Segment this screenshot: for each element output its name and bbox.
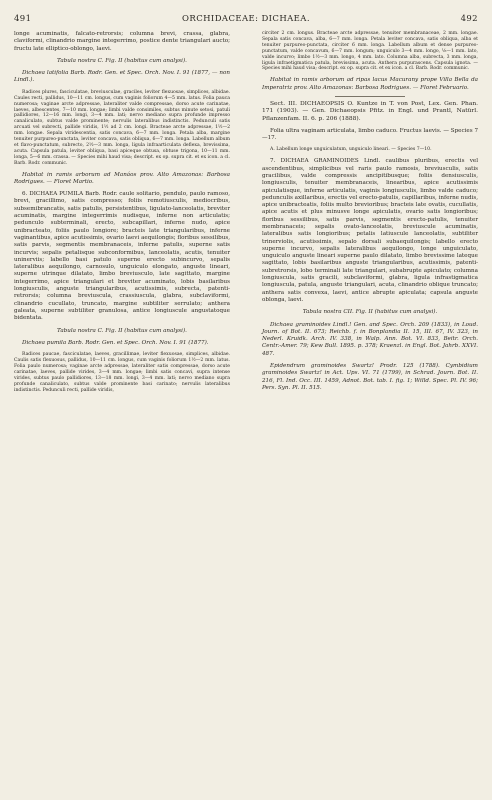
section-characters: Folia ultra vaginam articulata, limbo caduco. Fructus laevis. — Species 7—17. bbox=[262, 127, 478, 142]
right-habitat-1: Habitat in ramis arborum ad ripas lacus Macurany prope Villa Bella da Imperatriz prov. Alto Amazonas: Barbosa Rodrigues. — Floret Februario. bbox=[262, 77, 478, 91]
left-synonym-2: Dichaea pumila Barb. Rodr. Gen. et Spec. Orch. Nov. I. 91 (1877). bbox=[22, 339, 209, 346]
left-column bbox=[14, 31, 230, 393]
running-title: ORCHIDACEAE: DICHAEA. bbox=[182, 14, 310, 24]
left-plate-reference-1: Tabula nostra C. Fig. II (habitus cum analysi). bbox=[57, 57, 187, 64]
page-number-left: 491 bbox=[14, 14, 32, 24]
subsection-key: A. Labellum longe unguiculatum, unguiculo lineari. — Species 7—10. bbox=[270, 147, 432, 153]
right-plate-reference: Tabula nostra CII. Fig. II (habitus cum analysi). bbox=[302, 309, 438, 316]
right-synonymy-1: Dichaea graminoides Lindl.! Gen. and Spec. Orch. 209 (1833), in Loud. Journ. of Bot. II. 673; Reichb. f. in Bonplandia II. 15, III. 67, IV. 323, in Nederl. Kruidk. Arch. IV. 338, in Walp. Ann. Bot. VI. 833, Beitr. Orch. Centr.-Amer. 79; Kew Bull. 1895. p. 378; Kraenzl. in Engl. Bot. Jahrb. XXVI. 487. bbox=[262, 321, 478, 357]
right-synonymy-2: Epidendrum graminoides Swartz! Prodr. 125 (1788). Cymbidium graminoides Swartz! in Act. Ups. VI. 71 (1799), in Schrad. Journ. Bot. II. 216, Fl. Ind. Occ. III. 1459, Adnot. Bot. tab. I. fig. 1; Willd. Spec. Pl. IV. 96; Pers. Syn. Pl. II. 515. bbox=[262, 363, 478, 391]
left-plate-reference-2: Tabula nostra C. Fig. II (habitus cum analysi). bbox=[57, 327, 187, 334]
section-heading: Sect. III. DICHAEOPSIS O. Kuntze in T. von Post, Lex. Gen. Phan. 171 (1903). — Gen. Dichaeopsis Pfitz. in Engl. und Prantl, Natürl. Pflanzenfam. II. 6. p. 206 (1888). bbox=[262, 100, 478, 122]
left-synonym-1: Dichaea latifolia Barb. Rodr. Gen. et Spec. Orch. Nov. I. 91 (1877, — non Lindl.). bbox=[14, 70, 230, 84]
species-6-diagnosis: 6. DICHAEA PUMILA Barb. Rodr. caule solitario, pendulo, paulo ramoso, brevi, gracillimo, satis compresso; foliis remotiusculis, mediocribus, subsemibrancatis, satis patulis, persistentibus, ligulato-lanceolatis, breviter acuminatis, margine integerrimis nudisque, inferne non articulatis; pedunculo subterminali, erecto, subcapillari, inferne nudo, apice unibracteato, foliis paulo longiore; bracteis late triangularibus, inferne vaginantibus, apice acutissimis, ovario laevi aequilongis; floribus sessilibus, satis parvis, segmentis membranaceis, inferne patulis, superne satis incurvis; sepalis petalisque subconformibus, lanceolatis, acutis, tenuiter uninerviis; labello basi patulo superne erecto subincurvo, sepalis lateralibus aequilongo, carnosulo, unguiculo elongato, anguste lineari, superne utrinque dilatato, limbo breviusculo, late sagittato, margine integerrimo, apice triangulari et breviter acuminato, lobis basilaribus longiusculis, anguste triangularibus, acutissimis, subrecta, patenti-retrorsis; columna breviuscula, crassiuscula, glabra, subclaviformi, clinandrio cucullato, truncato, margine subtiliter serrulato; anthera galeata, superne subtiliter granulosa, antice longiuscule angustatoque bidentata. bbox=[14, 191, 230, 322]
running-header bbox=[14, 14, 478, 28]
left-description-1: Radices plures, fasciculatae, breviusculae, graciles, leviter flexuosae, simplices, albidae. Caules recti, pallidus, 10—11 cm. longus, cum vaginis foliorum 4—5 mm. latus. Folia pauca numerosa; vaginae arcte adpressae, lateraliter valde compressae, dorso acute carinatae, laeves, albescentes, 7—10 mm. longae; limbi valde consimiles, subtus minute setosi, patuli pallidiores, 12—16 mm. longi, 3—4 mm. lati; nervo mediano supra profunde impresso canaliculato, subtus valde prominente; nervulis lateralibus indistinctis. Pedunculi satis arcuati vel subrecti, pallide viridis, 1½ ad 2 cm. longi. Bracteae arcte adpressae, 1½—2 mm. longae. Sepala viridescentia, satis concava, 6—7 mm. longa. Petala alba, margine tenuiter purpureo-punctata, leviter concava, satis obliqua, 6—7 mm. longa. Labellum album et flavo-punctatum, subrecto, 2½—3 mm. longa, ligula infraarticulata deflexa, brevissima, acuta. Capsula patula, leviter obliqua, basi apiceque obtusa, obtuse trigona, 10—11 mm. longa, 5—6 mm. crassa. — Species mihi haud visa; descript. ex op. supra cit. et ex icon. a cl. Barb. Rodr. communic. bbox=[14, 89, 230, 166]
right-description-continued: circiter 2 cm. longus. Bracteae arcte adpressae, tenuiter membranaceae, 2 mm. longae. Sepala satis concava, alba, 6—7 mm. longa. Petala leviter concava, satis obliqua, alba et tenuiter purpureo-punctata, circiter 6 mm. longa. Labellum album et dense purpureo-punctatum, valde concavum, 6—7 mm. longum; unguiculo 3—4 mm. longo, ⅛—1 mm. lato, valde incurvo; limbo 1½—3 mm. longo, 4 mm. lato. Columna alba, subrecta, 3 mm. longa, ligula infraetigmatica patula, brevissima, acuta. Anthera purpurascens. Capsula ignota. — Species mihi haud visa; descript. ex op. supra cit. et ex icon. a cl. Barb. Rodr. communic. bbox=[262, 31, 478, 72]
right-column bbox=[262, 31, 478, 392]
left-habitat-1: Habitat in ramis arborum ad Manáos prov. Alto Amazonas: Barbosa Rodrigues. — Floret Martio. bbox=[14, 171, 230, 185]
species-7-diagnosis: 7. DICHAEA GRAMINOIDES Lindl. caulibus pluribus, erectis vel ascendentibus, simplicibus vel raris paulo ramosis, breviusculis, satis gracilibus, valde compressis ancipitibusque; foliis densiusculis, longiusculis, tenuiter membranaceis, linearibus, apice acutissimis apiculatisque, inferne articulatis, vaginis longiusculis, limbo valde caduco; pedunculis axillaribus, erectis vel erecto-patulis, capillaribus, inferne nudis, apice unibracteatis, foliis multo brevioribus; bracteis late ovatis, cucullatis, apice acutis et plus minusve longe apiculatis, ovario satis longioribus; floribus sessilibus, satis parvis, segmentis erecto-patulis, tenuiter membranaceis; sepalis ovato-lanceolatis, breviuscule acuminatis, lateralibus satis longioribus; petalis latiuscule lanceolatis, subtiliter trinerviolis, acutissimis, sepalo dorsali subaequilongis; labello erecto superne incurvo, sepalis lateralibus aequilongo, longe unguiculato, unguiculo anguste lineari superne paulo dilatato, limbo brevissime lateque sagittato, lobis basilaribus anguste triangularibus, acutissimis, patenti-subretrorsis, lobo terminali late triangulari, subabrupte apiculato; columna longiuscula, satis gracili, subclaviformi, glabra, ligula infrastigmatica longiuscula, patula, anguste triangulari, acuta, clinandrio oblique truncato; anthera satis convexa, laevi, antice abrupte apiculata; capsula anguste oblonga, laevi. bbox=[262, 158, 478, 303]
left-description-2: Radices paucae, fasciculatae, laeves, gracillimae, leviter flexuosae, simplices, albidae. Caulis satis flexuosus, pallidus, 10—11 cm. longus, cum vaginis foliorum 1½—2 mm. latus. Folia paulo numerosa; vaginae arcte adpressae, lateraliter satis compressae, dorso acute carinatae, laeves, pallide virides, 3—4 mm. longae; limbi satis concavi, supra intense virides, subtus paulo pallidiores, 13—18 mm. longi, 3—4 mm. lati; nervo mediano supra profunde canaliculato, subtus valde prominente basi carinato; nervulis lateralibus indistinctis. Pedunculi recti, pallide viridis, bbox=[14, 352, 230, 393]
page-number-right: 492 bbox=[460, 14, 478, 24]
left-paragraph-1: longe acuminatis, falcato-retrorsis; columna brevi, crassa, glabra, claviformi, clinandrio margine integerrimo, postice dente triangulari aucto; fructu late elliptico-oblongo, laevi. bbox=[14, 31, 230, 52]
section-divider bbox=[335, 96, 405, 97]
